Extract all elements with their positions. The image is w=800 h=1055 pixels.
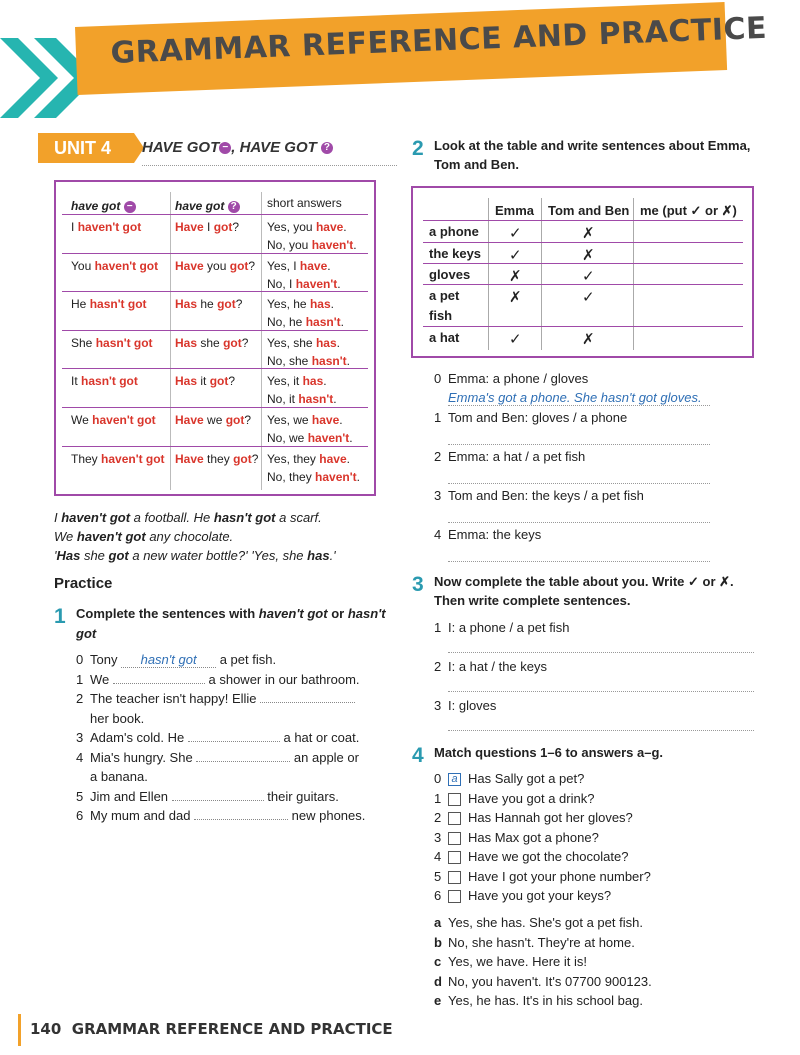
question-text: Have I got your phone number? [468,868,651,884]
exercise-1-instructions: Complete the sentences with haven't got or hasn't [76,606,386,621]
exercise-2-item: Emma: a phone / gloves [448,371,589,386]
answer-checkbox[interactable]: a [448,773,461,786]
answer-checkbox[interactable] [448,851,461,864]
exercise-1-item: Jim and Ellen their guitars. [90,788,339,804]
exercise-3-item: I: gloves [448,698,497,713]
practice-title: Practice [54,575,113,592]
table-row-item: fish [429,308,453,323]
question-form: Have you got? [175,258,256,273]
exercise-3-instructions: Now complete the table about you. Write ✓ or ✗. [434,574,734,589]
exercise-2-item: Emma: a hat / a pet fish [448,449,586,464]
unit-heading: HAVE GOT − , HAVE GOT ? [142,139,333,156]
exercise-1-item: Mia's hungry. She an apple or [90,749,359,765]
row-divider [423,220,743,221]
question-form: Have I got? [175,220,240,234]
negative-form: She hasn't got [71,335,153,350]
item-number: 3 [76,730,84,745]
exercise-2-item: Emma: the keys [448,527,542,542]
short-answer-yes: Yes, she has. [267,335,340,350]
item-number: 2 [76,691,84,706]
answer-text: Yes, we have. Here it is! [448,954,587,969]
answer-checkbox[interactable] [448,890,461,903]
tick-cross-mark: ✓ [509,331,522,348]
short-answer-yes: Yes, we have. [267,413,343,427]
item-number: 2 [434,659,442,674]
tick-cross-mark: ✗ [582,247,595,264]
item-number: 1 [434,620,442,635]
question-form: Have they got? [175,451,259,466]
exercise-1-item: Tony hasn't got a pet fish. [90,652,277,667]
item-number: 6 [76,808,84,823]
table-row-item: gloves [429,267,471,282]
tick-cross-mark: ✗ [582,331,595,348]
table-row-item: a phone [429,224,479,239]
short-answer-no: No, you haven't. [267,238,357,252]
exercise-4-number: 4 [412,744,424,767]
table-row-item: the keys [429,246,482,261]
example-line-1: I haven't got a football. He hasn't got a scarf. [54,510,322,525]
divider [142,165,397,166]
item-number: 1 [434,790,442,806]
answer-blank[interactable] [172,800,264,801]
short-answer-no: No, I haven't. [267,276,341,291]
question-form: Have we got? [175,413,252,427]
answer-line[interactable] [448,730,754,731]
answer-line[interactable] [448,561,710,562]
question-text: Have you got your keys? [468,888,612,903]
row-divider [423,326,743,327]
exercise-1-item: Adam's cold. He a hat or coat. [90,730,360,745]
exercise-2-item: Tom and Ben: the keys / a pet fish [448,488,644,503]
answer-blank[interactable]: hasn't got [121,652,216,668]
answer-text: Yes, he has. It's in his school bag. [448,993,643,1008]
answer-checkbox[interactable] [448,793,461,806]
short-answer-no: No, we haven't. [267,431,353,445]
item-number: 1 [434,410,442,425]
negative-form: They haven't got [71,451,165,466]
exercise-3-item: I: a hat / the keys [448,659,547,674]
negative-form: We haven't got [71,413,156,427]
exercise-1-item: The teacher isn't happy! Ellie [90,691,355,706]
exercise-1-item: My mum and dad new phones. [90,808,366,823]
item-number: 6 [434,888,442,903]
answer-letter: d [434,973,442,989]
tick-cross-mark: ✗ [509,268,522,285]
table-row-item: a hat [429,330,460,345]
tick-cross-mark: ✗ [582,225,595,242]
short-answer-yes: Yes, I have. [267,258,331,273]
item-number: 5 [76,788,84,804]
answer-letter: a [434,915,442,930]
question-form: Has she got? [175,335,249,350]
row-divider [62,253,368,254]
item-number: 0 [434,371,442,386]
row-divider [62,368,368,369]
short-answer-yes: Yes, you have. [267,220,347,234]
col-header-short-answers: short answers [267,196,342,210]
question-text: Has Hannah got her gloves? [468,810,633,825]
row-divider [62,407,368,408]
question-text: Has Max got a phone? [468,829,599,845]
exercise-1-item: a banana. [90,769,148,784]
answer-text: No, you haven't. It's 07700 900123. [448,973,652,989]
answer-line[interactable] [448,483,710,484]
question-text: Have you got a drink? [468,790,595,806]
answer-letter: c [434,954,442,969]
exercise-4-instructions: Match questions 1–6 to answers a–g. [434,745,664,760]
short-answer-yes: Yes, it has. [267,374,327,389]
negative-badge-icon: − [219,142,231,154]
tick-cross-mark: ✓ [509,247,522,264]
negative-form: He hasn't got [71,297,147,312]
sample-answer: Emma's got a phone. She hasn't got gloves. [448,390,702,405]
item-number: 2 [434,449,442,464]
short-answer-no: No, it hasn't. [267,392,337,407]
row-divider [62,291,368,292]
row-divider [423,242,743,243]
answer-blank[interactable] [194,819,288,820]
negative-form: I haven't got [71,220,142,234]
negative-form: It hasn't got [71,374,138,389]
exercise-2-instructions: Look at the table and write sentences about Emma, [434,138,751,153]
answer-text: Yes, she has. She's got a pet fish. [448,915,643,930]
question-form: Has it got? [175,374,236,389]
question-text: Has Sally got a pet? [468,771,585,786]
item-number: 3 [434,488,442,503]
col-header-negative: have got − [71,199,136,213]
col-header-question: have got ? [175,199,240,213]
tick-cross-mark: ✓ [582,268,595,285]
row-divider [62,330,368,331]
answer-line[interactable] [448,522,710,523]
answer-letter: b [434,934,442,950]
item-number: 4 [434,849,442,864]
item-number: 3 [434,829,442,845]
answer-blank[interactable] [113,683,205,684]
example-line-3: 'Has she got a new water bottle?' 'Yes, she has.' [54,548,336,563]
answer-blank[interactable] [188,741,280,742]
unit-tab: UNIT 4 [38,133,134,163]
table-column-header: Tom and Ben [548,203,630,218]
exercise-3-item: I: a phone / a pet fish [448,620,570,635]
exercise-3-number: 3 [412,573,424,596]
item-number: 3 [434,698,442,713]
exercise-1-item: her book. [90,710,145,726]
question-badge-icon: ? [321,142,333,154]
question-form: Has he got? [175,297,243,312]
answer-checkbox[interactable] [448,812,461,825]
item-number: 0 [76,652,84,667]
row-divider [62,446,368,447]
item-number: 0 [434,771,442,786]
answer-checkbox[interactable] [448,832,461,845]
exercise-2-number: 2 [412,137,424,160]
question-text: Have we got the chocolate? [468,849,629,864]
answer-line[interactable] [448,405,710,406]
table-column-header: Emma [495,203,535,218]
tick-cross-mark: ✓ [509,225,522,242]
item-number: 4 [434,527,442,542]
exercise-1-item: We a shower in our bathroom. [90,671,360,687]
tick-cross-mark: ✗ [509,289,522,306]
negative-form: You haven't got [71,258,159,273]
table-row-item: a pet [429,288,460,303]
page-number: 140 [30,1020,62,1038]
short-answer-yes: Yes, he has. [267,297,334,312]
item-number: 2 [434,810,442,825]
row-divider [62,214,368,215]
answer-checkbox[interactable] [448,871,461,884]
item-number: 5 [434,868,442,884]
table-column-header: me (put ✓ or ✗) [640,203,737,218]
exercise-2-item: Tom and Ben: gloves / a phone [448,410,628,425]
short-answer-no: No, she hasn't. [267,353,350,368]
short-answer-no: No, they haven't. [267,469,360,484]
answer-text: No, she hasn't. They're at home. [448,934,635,950]
tick-cross-mark: ✓ [582,289,595,306]
answer-blank[interactable] [196,761,290,762]
page-title: GRAMMAR REFERENCE AND PRACTICE [110,10,768,71]
footer: 140 GRAMMAR REFERENCE AND PRACTICE [30,1020,393,1038]
item-number: 4 [76,749,84,765]
answer-line[interactable] [448,691,754,692]
exercise-1-number: 1 [54,605,66,628]
short-answer-yes: Yes, they have. [267,451,350,466]
answer-line[interactable] [448,444,710,445]
example-line-2: We haven't got any chocolate. [54,529,234,544]
short-answer-no: No, he hasn't. [267,315,344,330]
answer-blank[interactable] [260,702,355,703]
answer-line[interactable] [448,652,754,653]
footer-bar [18,1014,21,1046]
item-number: 1 [76,671,84,687]
answer-letter: e [434,993,442,1008]
